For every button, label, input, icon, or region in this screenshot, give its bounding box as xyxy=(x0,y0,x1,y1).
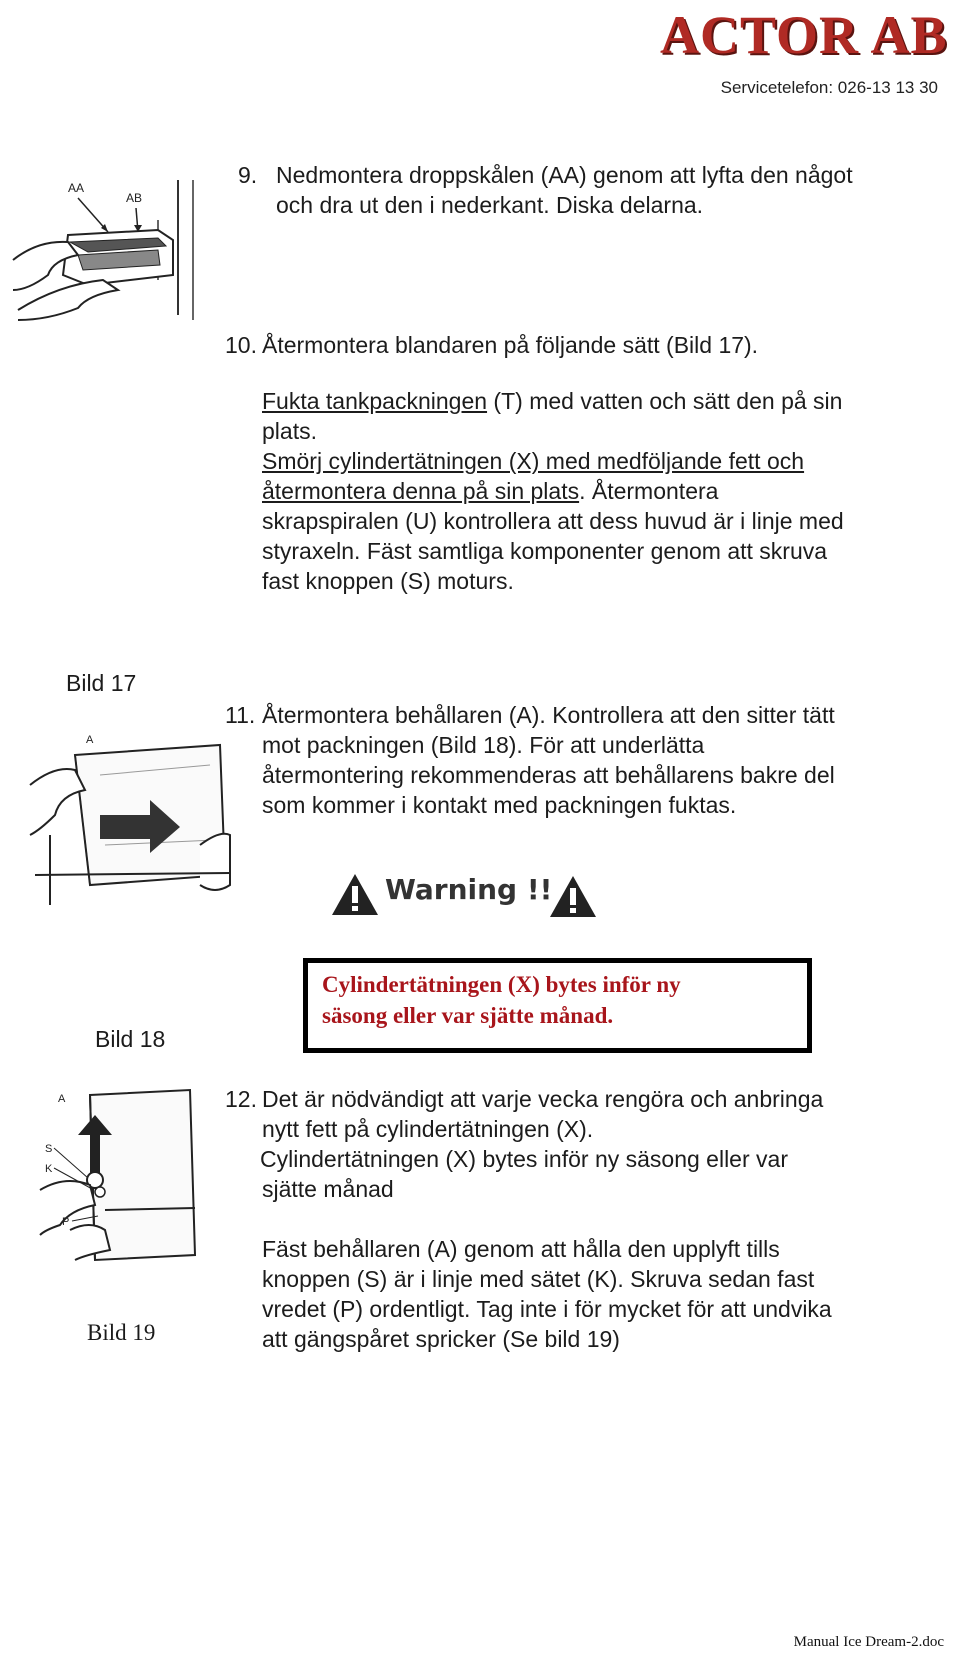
footer-doc-name: Manual Ice Dream-2.doc xyxy=(793,1634,944,1650)
step-10-l2-rest: (T) med vatten och sätt den på sin xyxy=(487,388,843,414)
label-s: S xyxy=(45,1143,53,1155)
step-12-line5: Fäst behållaren (A) genom att hålla den upplyft tills xyxy=(262,1236,780,1262)
step-11-line2: mot packningen (Bild 18). För att underlätta xyxy=(262,732,705,758)
label-aa: AA xyxy=(68,181,85,195)
step-9-line2: och dra ut den i nederkant. Diska delarna. xyxy=(276,192,704,218)
step-12-line2: nytt fett på cylindertätningen (X). xyxy=(262,1116,594,1142)
warning-box-line2: säsong eller var sjätte månad. xyxy=(322,1003,614,1028)
container-illustration xyxy=(30,735,230,905)
caption-bild-17: Bild 17 xyxy=(66,670,137,696)
step-10-l4: Smörj cylindertätningen (X) med medföljande fett och xyxy=(262,448,805,474)
step-10-l8: fast knoppen (S) moturs. xyxy=(262,568,514,594)
company-logo xyxy=(660,4,952,66)
step-10-l7: styraxeln. Fäst samtliga komponenter genom att skruva xyxy=(262,538,828,564)
label-a2: A xyxy=(58,1093,66,1105)
step-10-number: 10. xyxy=(225,332,257,358)
warning-triangle-icon-right xyxy=(548,874,598,919)
step-10-l5-rest: . Återmontera xyxy=(579,478,719,504)
warning-label: Warning !! xyxy=(385,873,553,906)
step-12-line8: att gängspåret spricker (Se bild 19) xyxy=(262,1326,620,1352)
step-12-part2 xyxy=(262,1234,952,1354)
step-12 xyxy=(225,1084,945,1204)
step-10-body xyxy=(262,386,952,596)
step-10 xyxy=(225,330,940,360)
label-p: P xyxy=(62,1216,70,1228)
step-11-line4: som kommer i kontakt med packningen fuktas. xyxy=(262,792,737,818)
step-12-line4: sjätte månad xyxy=(262,1176,394,1202)
step-10-l3: plats. xyxy=(262,418,317,444)
warning-box-text xyxy=(322,969,792,1031)
label-k: K xyxy=(45,1163,53,1175)
label-a: A xyxy=(86,734,94,746)
step-12-line6: knoppen (S) är i linje med sätet (K). Skruva sedan fast xyxy=(262,1266,815,1292)
warning-box-line1: Cylindertätningen (X) bytes inför ny xyxy=(322,972,681,997)
step-9 xyxy=(238,160,938,220)
step-12-line3: Cylindertätningen (X) bytes inför ny säsong eller var xyxy=(260,1146,788,1172)
step-10-line1: Återmontera blandaren på följande sätt (Bild 17). xyxy=(262,332,759,358)
step-11-line1: Återmontera behållaren (A). Kontrollera att den sitter tätt xyxy=(262,702,835,728)
knob-assembly-illustration xyxy=(30,1090,200,1270)
step-11 xyxy=(225,700,945,820)
step-10-link-fukta: Fukta tankpackningen xyxy=(262,388,488,414)
service-phone: Servicetelefon: 026-13 13 30 xyxy=(720,78,938,97)
caption-bild-19: Bild 19 xyxy=(87,1320,156,1345)
caption-bild-18: Bild 18 xyxy=(95,1026,166,1052)
step-9-number: 9. xyxy=(238,162,258,188)
step-12-line1: Det är nödvändigt att varje vecka rengöra och anbringa xyxy=(262,1086,824,1112)
step-10-l5-u: återmontera denna på sin plats xyxy=(262,478,580,504)
step-11-number: 11. xyxy=(225,702,256,728)
warning-triangle-icon xyxy=(330,872,380,917)
step-12-line7: vredet (P) ordentligt. Tag inte i för mycket för att undvika xyxy=(262,1296,832,1322)
step-12-number: 12. xyxy=(225,1086,257,1112)
step-11-line3: återmontering rekommenderas att behållarens bakre del xyxy=(262,762,835,788)
label-ab: AB xyxy=(126,191,143,205)
step-9-line1: Nedmontera droppskålen (AA) genom att lyfta den något xyxy=(276,162,853,188)
logo-text: ACTOR AB xyxy=(660,5,948,65)
step-10-l6: skrapspiralen (U) kontrollera att dess huvud är i linje med xyxy=(262,508,844,534)
drip-tray-illustration xyxy=(8,180,203,330)
